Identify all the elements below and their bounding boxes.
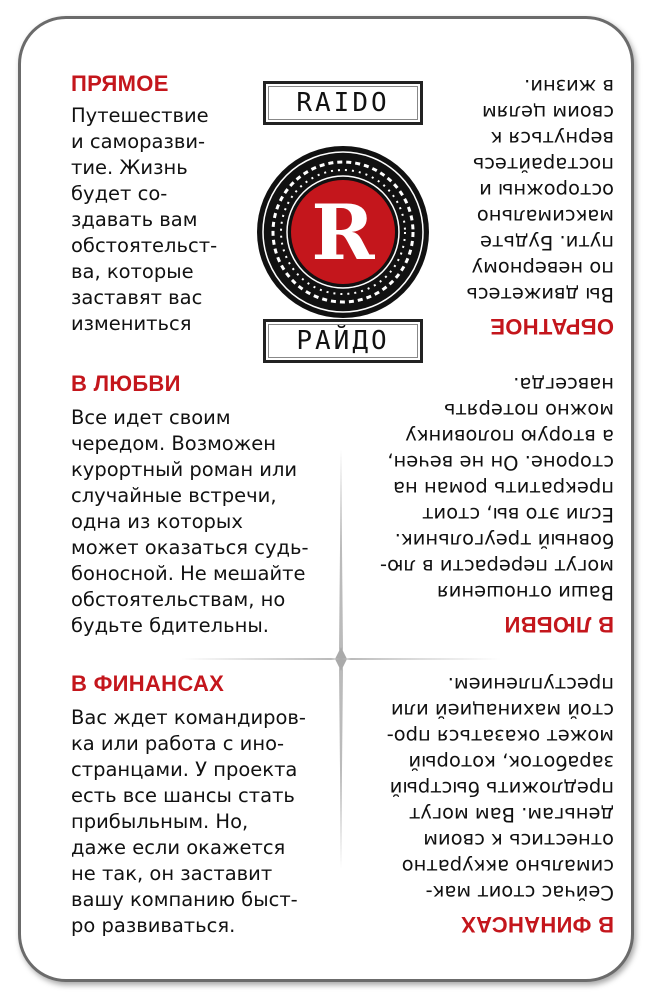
upright-love-heading: В ЛЮБВИ [71,371,181,396]
text-line: странцами. У проекта [71,758,298,781]
rune-card [18,16,634,982]
text-line: не так, он заставит [71,862,273,885]
text-line: ва, которые [71,260,194,283]
text-line: курортный роман или [71,458,298,481]
text-line: пути. Будьте [480,231,614,254]
text-line: стой махинацией или [390,699,614,722]
text-line: здавать вам [71,208,198,231]
reversed-finance-block [359,667,614,937]
text-line: будет со- [71,182,168,205]
rune-glyph: R [311,188,375,277]
text-line: может оказаться судь- [71,536,309,559]
upright-heading: ПРЯМОЕ [71,71,169,96]
text-line: по неверному [471,257,614,280]
text-line: и саморазви- [71,130,206,153]
upright-love-text [71,405,309,639]
reversed-finance-heading: В ФИНАНСАХ [460,912,614,937]
text-line: Сейчас стоит мак- [425,881,614,904]
text-line: можно потерять [443,399,614,422]
text-line: одна из которых [71,510,243,533]
text-line: Все идет своим [71,406,231,429]
text-line: даже если окажется [71,836,286,859]
text-line: прекратить роман на [393,477,614,500]
reversed-love-text [380,371,614,605]
rune-name-cyrillic: РАЙДО [263,319,423,363]
text-line: боносной. Не мешайте [71,562,306,585]
text-line: измениться [71,312,192,335]
text-line: ро развиваться. [71,914,236,937]
upright-text [71,103,217,337]
text-line: отнестись к своим [423,829,614,852]
divider-vertical-top [339,449,343,659]
text-line: деньгам. Вам могут [408,803,614,826]
reversed-finance-text [387,671,614,905]
text-line: а вторую половинку [405,425,614,448]
text-line: преступлением. [447,673,614,696]
text-line: стороне. Он не вечен, [387,451,614,474]
upright-finance-text [71,705,306,939]
text-line: Ваши отношения [436,581,614,604]
reversed-love-block [359,367,614,637]
text-line: обстоятельствам, но [71,588,286,611]
reversed-love-heading: В ЛЮБВИ [504,612,614,637]
divider-horizontal-left [181,658,341,660]
reversed-text [466,73,614,307]
text-line: чередом. Возможен [71,432,277,455]
text-line: может оказаться про- [386,725,614,748]
text-line: прибыльным. Но, [71,810,249,833]
text-line: обстоятельст- [71,234,218,257]
text-line: ка или работа с ино- [71,732,285,755]
text-line: осторожны и [479,179,614,202]
text-line: могут перерасти в лю- [380,555,614,578]
text-line: симально аккуратно [401,855,614,878]
reversed-heading: ОБРАТНОЕ [490,314,614,339]
text-line: случайные встречи, [71,484,277,507]
text-line: бовный треугольник. [394,529,614,552]
text-line: Вы движетесь [466,283,614,306]
center-divider-horizontal [181,653,501,665]
text-line: Путешествие [71,104,209,127]
text-line: вернуться к [490,127,614,150]
text-line: в жизни. [524,75,614,98]
text-line: постарайтесь [472,153,614,176]
text-line: навсегда. [513,373,614,396]
text-line: максимально [476,205,614,228]
divider-vertical-bottom [339,659,343,869]
text-line: вашу компанию быст- [71,888,298,911]
text-line: будьте бдительны. [71,614,269,637]
divider-horizontal-right [341,658,501,660]
text-line: своим целям [482,101,614,124]
text-line: Если это вы, стоит [422,503,614,526]
text-line: есть все шансы стать [71,784,295,807]
text-line: заставят вас [71,286,203,309]
rune-emblem [253,139,433,325]
text-line: тие. Жизнь [71,156,188,179]
text-line: Вас ждет командиров- [71,706,306,729]
upright-finance-heading: В ФИНАНСАХ [71,671,225,696]
text-line: предложить быстрый [389,777,614,800]
rune-name-latin: RAIDO [263,81,423,125]
text-line: заработок, который [408,751,614,774]
